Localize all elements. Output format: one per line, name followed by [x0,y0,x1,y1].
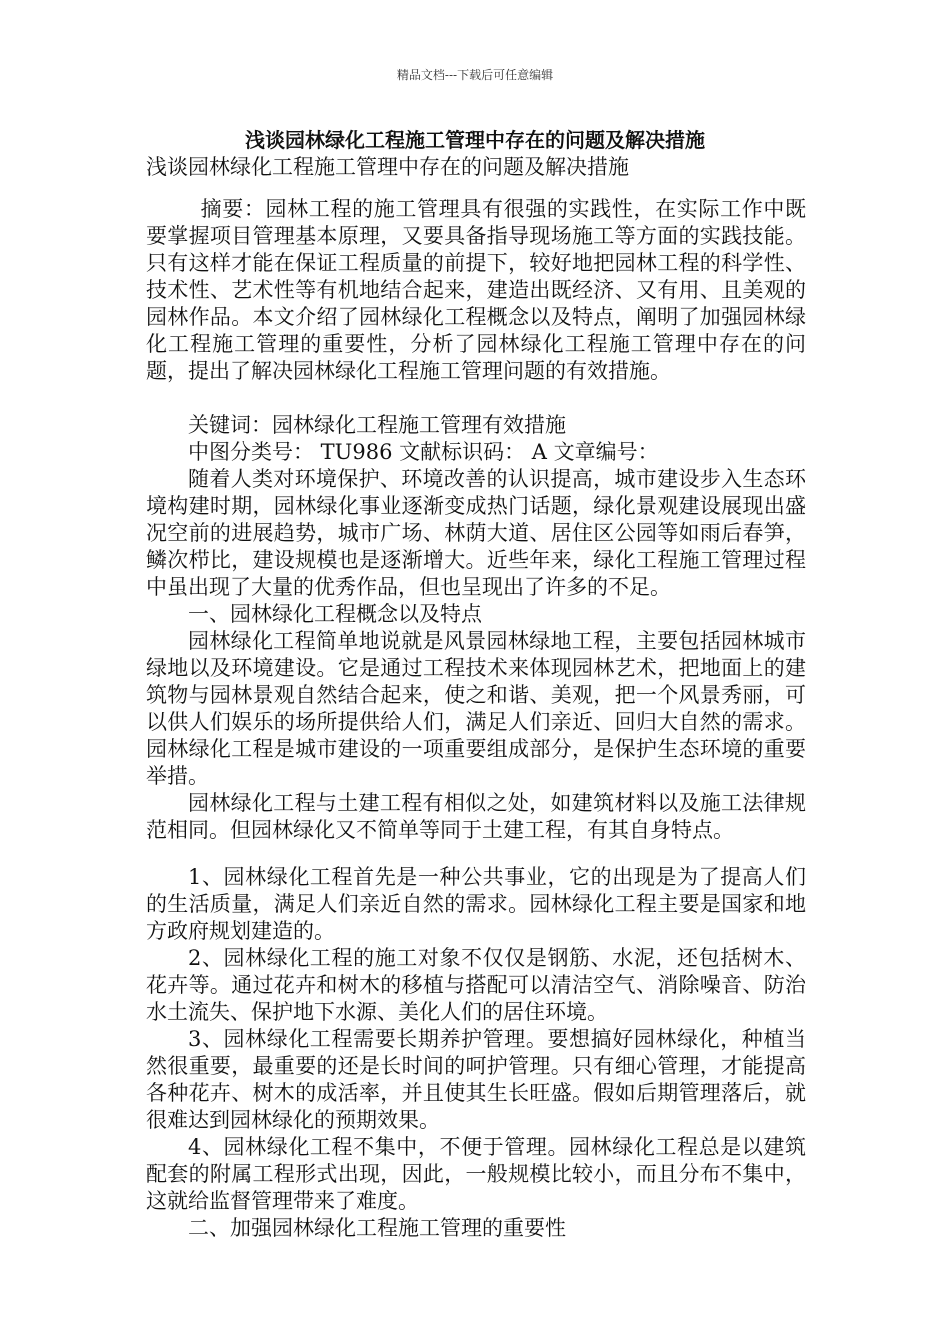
section-heading-1: 一、园林绿化工程概念以及特点 [188,602,482,626]
list-item-4: 4、园林绿化工程不集中，不便于管理。园林绿化工程总是以建筑配套的附属工程形式出现，因此，一般规模比较小，而且分布不集中，这就给监督管理带来了难度。 [146,1135,806,1213]
body-paragraph: 园林绿化工程简单地说就是风景园林绿地工程，主要包括园林城市绿地以及环境建设。它是通过工程技术来体现园林艺术，把地面上的建筑物与园林景观自然结合起来，使之和谐、美观，把一个风景秀丽，可以供人们娱乐的场所提供给人们，满足人们亲近、回归大自然的需求。园林绿化工程是城市建设的一项重要组成部分，是保护生态环境的重要举措。 [146,629,806,788]
list-item-2: 2、园林绿化工程的施工对象不仅仅是钢筋、水泥，还包括树木、花卉等。通过花卉和树木的移植与搭配可以清洁空气、消除噪音、防治水土流失、保护地下水源、美化人们的居住环境。 [146,946,806,1024]
list-item-3: 3、园林绿化工程需要长期养护管理。要想搞好园林绿化，种植当然很重要，最重要的还是长时间的呵护管理。只有细心管理，才能提高各种花卉、树木的成活率，并且使其生长旺盛。假如后期管理落后，就很难达到园林绿化的预期效果。 [146,1027,806,1132]
page-header-note: 精品文档---下载后可任意编辑 [396,68,554,82]
document-title: 浅谈园林绿化工程施工管理中存在的问题及解决措施 [245,128,705,152]
section-heading-2: 二、加强园林绿化工程施工管理的重要性 [188,1216,566,1240]
body-paragraph: 园林绿化工程与土建工程有相似之处，如建筑材料以及施工法律规范相同。但园林绿化又不简单等同于土建工程，有其自身特点。 [146,791,806,842]
list-item-1: 1、园林绿化工程首先是一种公共事业，它的出现是为了提高人们的生活质量，满足人们亲近自然的需求。园林绿化工程主要是国家和地方政府规划建造的。 [146,865,806,943]
classification-line: 中图分类号： TU986 文献标识码： A 文章编号： [188,440,659,464]
keywords-line: 关键词：园林绿化工程施工管理有效措施 [188,413,566,437]
document-body [146,196,806,1242]
intro-paragraph: 随着人类对环境保护、环境改善的认识提高，城市建设步入生态环境构建时期，园林绿化事业逐渐变成热门话题，绿化景观建设展现出盛况空前的进展趋势，城市广场、林荫大道、居住区公园等如雨后春笋，鳞次栉比，建设规模也是逐渐增大。近些年来，绿化工程施工管理过程中虽出现了大量的优秀作品，但也呈现出了许多的不足。 [146,467,806,599]
abstract-paragraph: 摘要：园林工程的施工管理具有很强的实践性，在实际工作中既要掌握项目管理基本原理，又要具备指导现场施工等方面的实践技能。只有这样才能在保证工程质量的前提下，较好地把园林工程的科学性、技术性、艺术性等有机地结合起来，建造出既经济、又有用、且美观的园林作品。本文介绍了园林绿化工程概念以及特点，阐明了加强园林绿化工程施工管理的重要性，分析了园林绿化工程施工管理中存在的问题，提出了解决园林绿化工程施工管理问题的有效措施。 [146,197,806,383]
document-subtitle: 浅谈园林绿化工程施工管理中存在的问题及解决措施 [146,155,629,179]
